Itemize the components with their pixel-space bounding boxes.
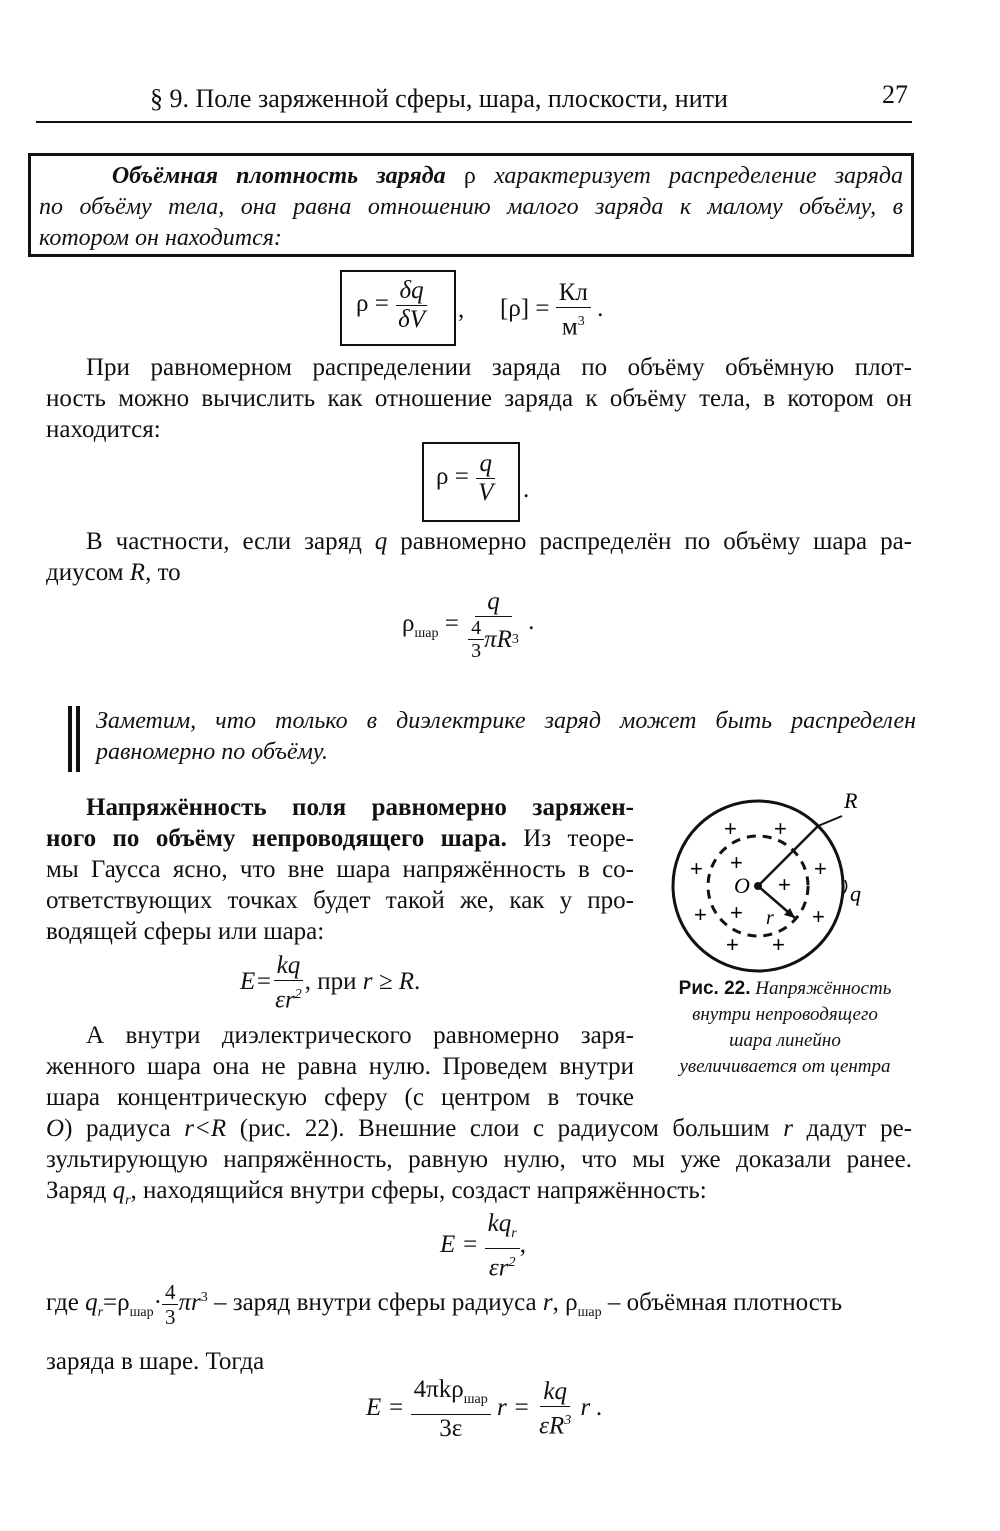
unit-exponent: 3: [577, 314, 585, 329]
var-cond: r<R: [184, 1115, 227, 1142]
text: Из теоре-: [523, 825, 634, 852]
paragraph-line: водящей сферы или шара:: [46, 918, 325, 945]
four: 4: [468, 617, 484, 640]
paragraph-line: ответствующих точках будет такой же, как у про-: [46, 887, 634, 914]
formula-numerator: q: [475, 588, 512, 617]
pi-R: πR: [484, 625, 512, 653]
rho-sub: шар: [129, 1305, 154, 1321]
paragraph-where: где $q_r=\rho_{шар}\cdot$ $\frac{4}{3}$ $\pi r^3$ – заряд внутри сферы радиуса r, $\rho_{шар}$ – объёмная плотность: [46, 1280, 843, 1329]
section-heading: Напряжённость поля равномерно заряжен-: [86, 794, 634, 821]
text: Заряд: [46, 1177, 107, 1204]
var-q: q: [374, 528, 388, 555]
plus-sign: +: [726, 932, 739, 957]
text: – объёмная плотность: [607, 1289, 843, 1317]
paragraph-line: шара концентрическую сферу (с центром в точке: [46, 1084, 634, 1111]
formula-eq: =: [444, 610, 459, 637]
var-R: R: [129, 559, 146, 586]
formula-lhs-sub: шар: [414, 626, 439, 641]
definition-text: характеризует распределение заряда: [494, 163, 904, 189]
unit-denominator: м: [561, 313, 578, 341]
note-line: Заметим, что только в диэлектрике заряд может быть распределен: [96, 708, 916, 734]
note-line: равномерно по объёму.: [96, 739, 329, 765]
definition-line-1: [39, 161, 903, 192]
condition-expr: r ≥ R: [362, 967, 414, 995]
formula-denominator: V: [478, 479, 494, 506]
formula-comma: ,: [458, 296, 465, 323]
plus-sign: +: [690, 856, 703, 881]
caption-line: внутри непроводящего: [692, 1004, 878, 1025]
formula-numerator: kq: [487, 1210, 512, 1237]
var-sub: r: [125, 1193, 131, 1208]
formula-denominator: εr: [488, 1254, 509, 1282]
formula-lhs: E=: [240, 967, 273, 995]
formula-mid: r =: [497, 1394, 530, 1422]
paragraph-line: А внутри диэлектрического равномерно заря-: [86, 1022, 634, 1049]
note-bar-right: [76, 706, 80, 772]
text: где: [46, 1289, 79, 1317]
formula-lhs: ρ: [402, 610, 415, 637]
exponent: 2: [294, 987, 302, 1002]
formula-lhs: E =: [366, 1394, 405, 1422]
three: 3: [164, 1305, 176, 1329]
page-number: 27: [882, 80, 908, 109]
exponent: 3: [511, 631, 519, 647]
label-O: O: [734, 873, 750, 898]
rho-sub: шар: [577, 1305, 602, 1321]
text: (рис. 22). Внешние слои с радиусом большим: [239, 1115, 770, 1142]
definition-line-2: по объёму тела, она равна отношению малого заряда к малому объёму, в: [39, 194, 903, 220]
plus-sign: +: [730, 850, 743, 875]
text: , то: [145, 559, 181, 586]
formula-denominator: δV: [398, 306, 425, 333]
formula-lhs: ρ =: [356, 290, 389, 318]
var-q: q: [85, 1289, 98, 1317]
paragraph-line: [46, 823, 634, 854]
caption-label: Рис. 22.: [678, 978, 751, 999]
paragraph-line: женного шара она не равна нулю. Проведем внутри: [46, 1053, 634, 1080]
section-heading: ного по объёму непроводящего шара.: [46, 825, 507, 852]
paragraph-line: [46, 526, 912, 557]
caption-text: Напряжённость: [755, 978, 892, 999]
label-R: R: [844, 788, 858, 813]
formula-denominator: εR: [539, 1412, 565, 1440]
exponent: 3: [564, 1413, 572, 1429]
plus-sign: +: [814, 856, 827, 881]
text: равномерно распределён по объёму шара ра-: [400, 528, 913, 555]
four: 4: [162, 1280, 179, 1305]
rho-symbol: ρ: [463, 163, 476, 189]
paragraph-where-line2: заряда в шаре. Тогда: [46, 1348, 265, 1375]
var-q: q: [112, 1177, 126, 1204]
formula-dot: .: [523, 476, 530, 503]
formula-dot: .: [414, 967, 421, 995]
formula-denominator: εr: [275, 986, 295, 1014]
unit-dot: .: [597, 294, 604, 322]
plus-sign: +: [778, 872, 791, 897]
formula-numerator: q: [476, 450, 495, 479]
text: – заряд внутри сферы радиуса: [213, 1289, 537, 1317]
plus-sign: +: [774, 816, 787, 841]
definition-box: [28, 153, 914, 257]
paragraph-line: находится:: [46, 416, 161, 443]
figure-22: [660, 786, 910, 976]
formula-dot: .: [528, 608, 535, 635]
plus-sign: +: [694, 902, 707, 927]
definition-term: Объёмная плотность заряда: [111, 163, 446, 189]
formula-lhs: ρ =: [436, 463, 469, 491]
note: [96, 706, 916, 768]
radius-R-leader: [818, 816, 842, 826]
text: В частности, если заряд: [86, 528, 362, 555]
three: 3: [471, 640, 482, 662]
text: ) радиуса: [64, 1115, 171, 1142]
caption-line: шара линейно: [729, 1030, 841, 1051]
formula-uniform: [436, 450, 496, 507]
caption-line: увеличивается от центра: [679, 1056, 891, 1077]
center-point: [754, 882, 762, 890]
text: =ρ: [103, 1289, 130, 1317]
paragraph-line: мы Гаусса ясно, что вне шара напряжённость в со-: [46, 856, 634, 883]
plus-sign: +: [724, 816, 737, 841]
running-header: § 9. Поле заряженной сферы, шара, плоскости, нити: [150, 84, 728, 113]
var-r: r: [542, 1289, 553, 1317]
paragraph-uniform: [46, 352, 912, 445]
paragraph-line: зультирующую напряжённость, равную нулю, что мы уже доказали ранее.: [46, 1146, 912, 1173]
formula-comma: ,: [519, 1230, 526, 1258]
formula-outside: [240, 952, 420, 1014]
unit-lhs: [ρ] =: [500, 294, 550, 322]
formula-ball: [402, 588, 534, 662]
exponent: 3: [200, 1289, 208, 1305]
formula-denominator: 3ε: [439, 1415, 463, 1442]
formula-final: [366, 1376, 603, 1443]
paragraph-inside-full: [46, 1113, 912, 1216]
var-O: O: [46, 1115, 65, 1142]
text: диусом: [46, 559, 124, 586]
paragraph-line: [46, 1113, 912, 1144]
figure-caption: [646, 976, 924, 1080]
plus-sign: +: [812, 904, 825, 929]
paragraph-ball: [46, 526, 912, 588]
formula-units: [500, 279, 603, 341]
formula-density: [356, 277, 428, 334]
formula-lhs: E =: [440, 1230, 479, 1258]
text: дадут ре-: [806, 1115, 912, 1142]
exponent: 2: [508, 1255, 516, 1270]
formula-inside: [440, 1210, 526, 1282]
plus-sign: +: [730, 900, 743, 925]
header-rule: [36, 121, 912, 123]
caption-line: [646, 976, 924, 1002]
paragraph-line: При равномерном распределении заряда по объёму объёмную плот-: [86, 354, 912, 381]
plus-sign: +: [772, 932, 785, 957]
section-intro: [46, 792, 634, 947]
var-sub: r: [97, 1305, 104, 1321]
definition-line-3: котором он находится:: [39, 225, 282, 251]
formula-numerator: 4πkρ: [413, 1376, 464, 1403]
text: , находящийся внутри сферы, создаст напряжённость:: [130, 1177, 707, 1204]
formula-numerator: kq: [540, 1378, 570, 1407]
pi-r: πr: [178, 1289, 201, 1317]
label-q: q: [850, 881, 861, 906]
paragraph-inside-left: [46, 1020, 634, 1113]
paragraph-line: [46, 557, 912, 588]
numerator-sub: шар: [463, 1392, 488, 1407]
numerator-sub: r: [511, 1226, 517, 1241]
condition: , при: [304, 967, 357, 995]
text: , ρ: [552, 1289, 578, 1317]
formula-numerator: δq: [396, 277, 426, 306]
formula-numerator: kq: [274, 952, 304, 981]
formula-end: r .: [580, 1394, 603, 1422]
paragraph-line: ность можно вычислить как отношение заряда к объёму тела, в котором он: [46, 385, 912, 412]
label-r: r: [766, 907, 774, 929]
note-bar-left: [68, 706, 72, 772]
var-r: r: [783, 1115, 793, 1142]
unit-numerator: Кл: [556, 279, 591, 308]
